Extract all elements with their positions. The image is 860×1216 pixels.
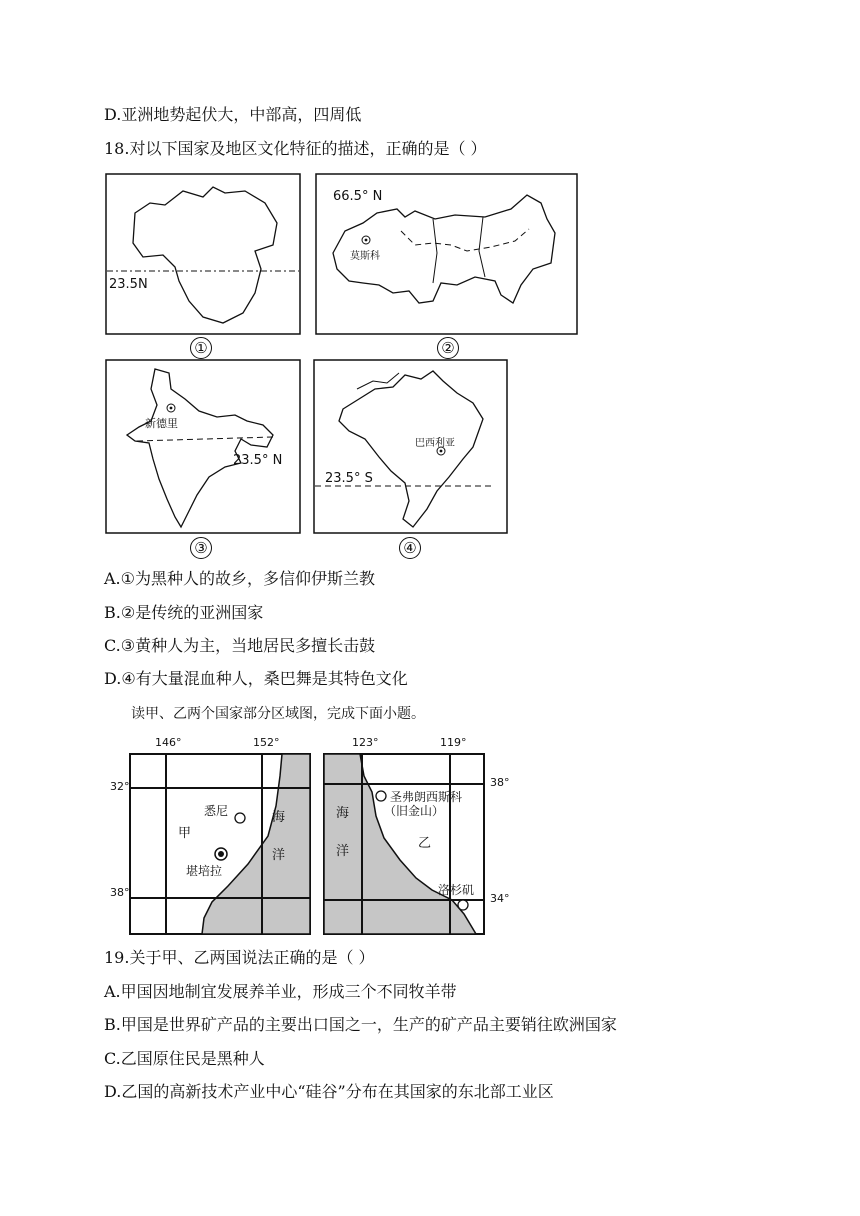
jia-ocean-2: 洋 (272, 848, 286, 863)
jia-lon-right: 152° (253, 736, 280, 749)
q18-option-d: D.④有大量混血种人，桑巴舞是其特色文化 (104, 669, 408, 688)
map-2-lat-label: 66.5° N (333, 189, 383, 204)
q18-option-a: A.①为黑种人的故乡，多信仰伊斯兰教 (104, 569, 375, 588)
map-jia (108, 736, 318, 936)
map-4-caption: ④ (399, 537, 421, 559)
map-3-india (105, 359, 301, 534)
yi-city-sanfrancisco-alt: （旧金山） (384, 804, 445, 818)
yi-lat-top: 38° (490, 776, 510, 789)
jia-lat-top: 32° (110, 780, 130, 793)
map-2-caption: ② (437, 337, 459, 359)
map-3-city-newdelhi: 新德里 (145, 417, 178, 430)
yi-ocean-2: 洋 (336, 844, 350, 859)
q17-option-d: D.亚洲地势起伏大，中部高，四周低 (104, 105, 362, 124)
map-yi (320, 736, 510, 936)
yi-lat-bottom: 34° (490, 892, 510, 905)
q18-option-b: B.②是传统的亚洲国家 (104, 603, 264, 622)
q19-stem: 19.关于甲、乙两国说法正确的是（ ） (104, 948, 375, 967)
jia-city-canberra: 堪培拉 (186, 864, 223, 878)
map-2-city-moscow: 莫斯科 (350, 251, 380, 262)
map-4-lat-label: 23.5° S (325, 471, 373, 486)
q19-option-d: D.乙国的高新技术产业中心“硅谷”分布在其国家的东北部工业区 (104, 1082, 554, 1101)
jia-ocean-1: 海 (272, 810, 286, 825)
map-1-africa (105, 173, 301, 335)
yi-ocean-1: 海 (336, 806, 350, 821)
map-3-lat-label: 23.5° N (233, 453, 283, 468)
yi-lon-left: 123° (352, 736, 379, 749)
jia-city-sydney: 悉尼 (204, 804, 229, 818)
jia-country-label: 甲 (178, 826, 192, 841)
map-1-lat-label: 23.5N (109, 277, 148, 292)
q18-stem: 18.对以下国家及地区文化特征的描述，正确的是（ ） (104, 139, 487, 158)
q19-option-b: B.甲国是世界矿产品的主要出口国之一，生产的矿产品主要销往欧洲国家 (104, 1015, 617, 1034)
q18-option-c: C.③黄种人为主，当地居民多擅长击鼓 (104, 636, 376, 655)
jia-lon-left: 146° (155, 736, 182, 749)
map-4-brazil (313, 359, 508, 534)
q19-option-c: C.乙国原住民是黑种人 (104, 1049, 265, 1068)
map-2-russia (315, 173, 578, 335)
yi-country-label: 乙 (418, 836, 432, 851)
map-3-caption: ③ (190, 537, 212, 559)
intro-text: 读甲、乙两个国家部分区域图，完成下面小题。 (131, 706, 425, 722)
q19-option-a: A.甲国因地制宜发展养羊业，形成三个不同牧羊带 (104, 982, 457, 1001)
jia-lat-bottom: 38° (110, 886, 130, 899)
yi-city-sanfrancisco: 圣弗朗西斯科 (390, 790, 463, 804)
map-4-city-brasilia: 巴西利亚 (415, 438, 455, 449)
map-1-caption: ① (190, 337, 212, 359)
yi-lon-right: 119° (440, 736, 467, 749)
yi-city-losangeles: 洛杉矶 (438, 883, 475, 897)
